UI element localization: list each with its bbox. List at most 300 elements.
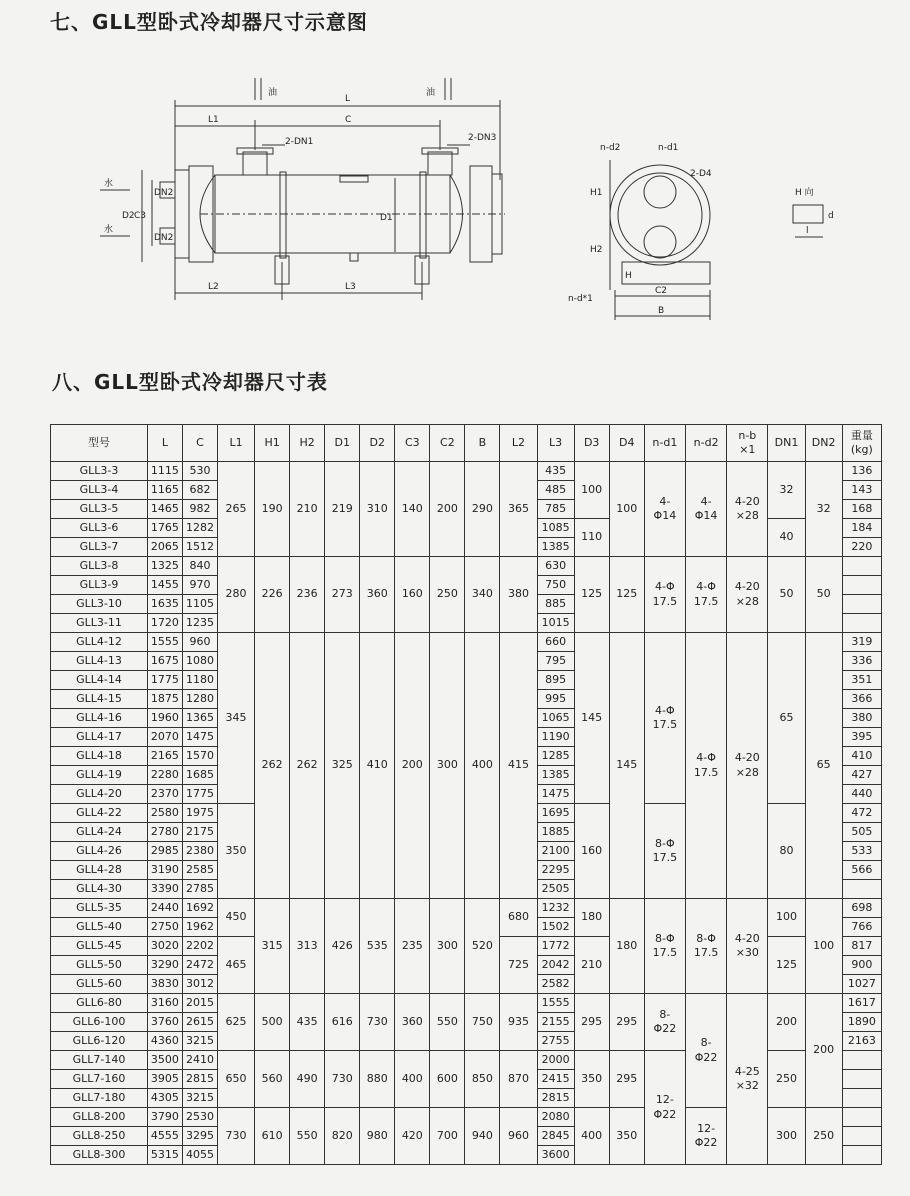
table-cell: 136	[842, 462, 881, 481]
table-cell: 560	[255, 1051, 290, 1108]
table-cell: 2295	[537, 861, 574, 880]
table-cell: 400	[574, 1108, 609, 1165]
column-header: B	[465, 425, 500, 462]
table-cell: 4-20 ×30	[727, 899, 768, 994]
table-cell: 273	[325, 557, 360, 633]
table-cell: 168	[842, 500, 881, 519]
table-row	[51, 462, 882, 481]
table-cell: 2815	[182, 1070, 217, 1089]
table-cell: 351	[842, 671, 881, 690]
table-cell: 660	[537, 633, 574, 652]
table-cell: 236	[290, 557, 325, 633]
table-cell: 1115	[147, 462, 182, 481]
table-cell	[842, 614, 881, 633]
table-cell: 730	[218, 1108, 255, 1165]
table-cell: 2000	[537, 1051, 574, 1070]
table-cell: 1962	[182, 918, 217, 937]
table-cell: 400	[395, 1051, 430, 1108]
table-cell: 336	[842, 652, 881, 671]
dim-2-DN1: 2-DN1	[285, 137, 314, 147]
dim-D1: D1	[380, 213, 393, 223]
table-cell: 4-Φ 17.5	[644, 557, 685, 633]
table-cell: 65	[805, 633, 842, 899]
table-cell: 295	[574, 994, 609, 1051]
table-cell: 200	[430, 462, 465, 557]
dim-2-D4: 2-D4	[690, 169, 712, 179]
table-cell: 1617	[842, 994, 881, 1013]
table-cell: 2280	[147, 766, 182, 785]
table-row	[51, 899, 882, 918]
table-cell: 219	[325, 462, 360, 557]
table-cell: 1975	[182, 804, 217, 823]
dim-L3: L3	[345, 282, 356, 292]
table-cell	[842, 595, 881, 614]
table-cell: 730	[360, 994, 395, 1051]
table-cell: 1635	[147, 595, 182, 614]
table-cell: 4-Φ 17.5	[685, 557, 726, 633]
table-cell: 490	[290, 1051, 325, 1108]
table-cell: 533	[842, 842, 881, 861]
table-cell	[842, 576, 881, 595]
table-cell: 4-20 ×28	[727, 462, 768, 557]
table-cell: 3020	[147, 937, 182, 956]
table-cell: 32	[768, 462, 805, 519]
table-cell: 125	[768, 937, 805, 994]
table-cell: 600	[430, 1051, 465, 1108]
table-cell: 1772	[537, 937, 574, 956]
table-cell: 700	[430, 1108, 465, 1165]
model-cell: GLL4-22	[51, 804, 148, 823]
table-cell: 1325	[147, 557, 182, 576]
table-cell: 2505	[537, 880, 574, 899]
table-cell: 8-Φ 17.5	[644, 899, 685, 994]
table-cell: 200	[768, 994, 805, 1051]
table-cell: 12- Φ22	[685, 1108, 726, 1165]
table-cell: 650	[218, 1051, 255, 1108]
table-cell: 366	[842, 690, 881, 709]
table-cell: 226	[255, 557, 290, 633]
table-cell: 290	[465, 462, 500, 557]
table-cell: 426	[325, 899, 360, 994]
table-cell: 940	[465, 1108, 500, 1165]
table-cell: 262	[290, 633, 325, 899]
table-cell: 125	[609, 557, 644, 633]
table-cell: 4360	[147, 1032, 182, 1051]
column-header: L	[147, 425, 182, 462]
table-cell	[842, 1051, 881, 1070]
water-label-1: 水	[104, 179, 114, 189]
dimension-table	[50, 424, 882, 1165]
table-cell: 2042	[537, 956, 574, 975]
table-cell: 1555	[537, 994, 574, 1013]
h-direction-label: H 向	[795, 188, 814, 198]
table-cell: 505	[842, 823, 881, 842]
model-cell: GLL7-160	[51, 1070, 148, 1089]
table-cell	[842, 1089, 881, 1108]
dim-C2: C2	[655, 286, 668, 296]
table-row	[51, 994, 882, 1013]
table-cell: 885	[537, 595, 574, 614]
dim-B: B	[658, 306, 665, 316]
table-cell: 1775	[182, 785, 217, 804]
table-cell	[842, 1070, 881, 1089]
model-cell: GLL4-15	[51, 690, 148, 709]
column-header: n-b ×1	[727, 425, 768, 462]
table-cell: 160	[574, 804, 609, 899]
table-row	[51, 633, 882, 652]
table-header-row	[51, 425, 882, 462]
table-cell: 1890	[842, 1013, 881, 1032]
table-cell: 1765	[147, 519, 182, 538]
table-cell: 1675	[147, 652, 182, 671]
column-header: 型号	[51, 425, 148, 462]
table-cell: 145	[574, 633, 609, 804]
oil-outlet-nozzle	[428, 152, 452, 175]
table-cell: 795	[537, 652, 574, 671]
table-cell: 1085	[537, 519, 574, 538]
column-header: DN2	[805, 425, 842, 462]
table-cell: 262	[255, 633, 290, 899]
section7-title: 七、GLL型卧式冷却器尺寸示意图	[50, 10, 368, 34]
table-cell: 319	[842, 633, 881, 652]
table-cell: 5315	[147, 1146, 182, 1165]
dim-d: d	[828, 211, 834, 221]
table-cell: 380	[500, 557, 537, 633]
table-cell: 2080	[537, 1108, 574, 1127]
model-cell: GLL4-30	[51, 880, 148, 899]
model-cell: GLL5-60	[51, 975, 148, 994]
table-cell: 265	[218, 462, 255, 557]
table-cell: 750	[537, 576, 574, 595]
table-cell: 300	[430, 633, 465, 899]
table-cell: 210	[290, 462, 325, 557]
table-cell: 2370	[147, 785, 182, 804]
table-cell: 2070	[147, 728, 182, 747]
table-cell: 1065	[537, 709, 574, 728]
table-cell: 725	[500, 937, 537, 994]
table-cell: 220	[842, 538, 881, 557]
model-cell: GLL7-140	[51, 1051, 148, 1070]
table-cell: 1180	[182, 671, 217, 690]
dim-H: H	[625, 271, 632, 281]
table-cell: 1720	[147, 614, 182, 633]
table-cell: 1080	[182, 652, 217, 671]
model-cell: GLL3-10	[51, 595, 148, 614]
dim-DN2-top: DN2	[154, 188, 174, 198]
model-cell: GLL4-28	[51, 861, 148, 880]
h-direction-detail	[793, 205, 823, 223]
table-cell: 4- Φ14	[685, 462, 726, 557]
oil-inlet-nozzle	[243, 152, 267, 175]
table-cell: 3760	[147, 1013, 182, 1032]
table-cell: 1512	[182, 538, 217, 557]
table-cell: 295	[609, 1051, 644, 1108]
table-cell: 3830	[147, 975, 182, 994]
dim-L1: L1	[208, 115, 219, 125]
table-cell: 3160	[147, 994, 182, 1013]
table-cell: 4555	[147, 1127, 182, 1146]
oil-label-1: 油	[268, 88, 278, 98]
table-cell: 3012	[182, 975, 217, 994]
table-cell: 340	[465, 557, 500, 633]
table-cell: 3390	[147, 880, 182, 899]
table-cell: 410	[360, 633, 395, 899]
table-cell: 2380	[182, 842, 217, 861]
table-cell: 300	[768, 1108, 805, 1165]
table-cell: 3500	[147, 1051, 182, 1070]
table-cell: 50	[805, 557, 842, 633]
table-cell: 730	[325, 1051, 360, 1108]
table-cell: 1685	[182, 766, 217, 785]
model-cell: GLL5-40	[51, 918, 148, 937]
model-cell: GLL5-45	[51, 937, 148, 956]
table-cell: 960	[500, 1108, 537, 1165]
table-cell: 820	[325, 1108, 360, 1165]
table-cell: 3215	[182, 1032, 217, 1051]
table-cell: 3215	[182, 1089, 217, 1108]
table-cell: 616	[325, 994, 360, 1051]
model-cell: GLL3-6	[51, 519, 148, 538]
table-cell: 1475	[537, 785, 574, 804]
column-header: 重量 (kg)	[842, 425, 881, 462]
table-cell: 1015	[537, 614, 574, 633]
table-cell: 485	[537, 481, 574, 500]
table-cell	[842, 557, 881, 576]
dim-n-d1: n-d1	[658, 143, 679, 153]
column-header: H1	[255, 425, 290, 462]
table-cell: 1555	[147, 633, 182, 652]
table-cell: 100	[574, 462, 609, 519]
table-cell: 180	[609, 899, 644, 994]
table-cell: 2415	[537, 1070, 574, 1089]
table-cell	[842, 880, 881, 899]
table-cell: 1282	[182, 519, 217, 538]
dim-D2: D2	[122, 211, 135, 221]
table-cell	[842, 1108, 881, 1127]
table-cell: 1875	[147, 690, 182, 709]
table-cell: 395	[842, 728, 881, 747]
dim-C3: C3	[134, 211, 147, 221]
table-cell: 65	[768, 633, 805, 804]
water-label-2: 水	[104, 225, 114, 235]
column-header: L1	[218, 425, 255, 462]
table-cell: 350	[218, 804, 255, 899]
table-cell: 2755	[537, 1032, 574, 1051]
table-row	[51, 557, 882, 576]
table-cell: 520	[465, 899, 500, 994]
model-cell: GLL8-200	[51, 1108, 148, 1127]
table-cell: 300	[430, 899, 465, 994]
table-cell: 2410	[182, 1051, 217, 1070]
table-cell: 3290	[147, 956, 182, 975]
model-cell: GLL3-3	[51, 462, 148, 481]
dim-n-d2: n-d2	[600, 143, 621, 153]
model-cell: GLL4-20	[51, 785, 148, 804]
table-cell: 210	[574, 937, 609, 994]
model-cell: GLL8-300	[51, 1146, 148, 1165]
dim-2-DN3: 2-DN3	[468, 133, 497, 143]
dim-n-d-x1: n-d*1	[568, 294, 593, 304]
model-cell: GLL5-35	[51, 899, 148, 918]
table-cell: 2845	[537, 1127, 574, 1146]
dim-L2: L2	[208, 282, 219, 292]
table-cell: 2580	[147, 804, 182, 823]
table-cell: 465	[218, 937, 255, 994]
table-cell: 1692	[182, 899, 217, 918]
dim-DN2-bottom: DN2	[154, 233, 174, 243]
model-cell: GLL7-180	[51, 1089, 148, 1108]
table-cell: 360	[395, 994, 430, 1051]
table-cell: 535	[360, 899, 395, 994]
table-cell: 698	[842, 899, 881, 918]
table-cell: 110	[574, 519, 609, 557]
dim-l: l	[806, 226, 809, 236]
left-flange	[175, 170, 189, 258]
table-cell: 345	[218, 633, 255, 804]
table-cell: 2582	[537, 975, 574, 994]
table-cell: 313	[290, 899, 325, 994]
table-cell: 295	[609, 994, 644, 1051]
table-cell: 530	[182, 462, 217, 481]
table-cell: 410	[842, 747, 881, 766]
table-cell: 980	[360, 1108, 395, 1165]
table-cell: 200	[805, 994, 842, 1108]
table-cell: 1570	[182, 747, 217, 766]
table-cell: 1502	[537, 918, 574, 937]
table-cell: 50	[768, 557, 805, 633]
table-cell: 2472	[182, 956, 217, 975]
model-cell: GLL4-14	[51, 671, 148, 690]
table-cell: 870	[500, 1051, 537, 1108]
model-cell: GLL3-4	[51, 481, 148, 500]
table-cell: 400	[465, 633, 500, 899]
table-cell: 180	[574, 899, 609, 937]
column-header: n-d2	[685, 425, 726, 462]
model-cell: GLL4-13	[51, 652, 148, 671]
column-header: C3	[395, 425, 430, 462]
table-cell	[842, 1146, 881, 1165]
table-cell: 325	[325, 633, 360, 899]
table-cell: 32	[805, 462, 842, 557]
table-cell: 380	[842, 709, 881, 728]
model-cell: GLL4-18	[51, 747, 148, 766]
table-cell: 100	[609, 462, 644, 557]
table-cell: 1465	[147, 500, 182, 519]
table-cell: 160	[395, 557, 430, 633]
table-cell: 3295	[182, 1127, 217, 1146]
table-cell: 880	[360, 1051, 395, 1108]
table-cell: 2015	[182, 994, 217, 1013]
table-cell: 1027	[842, 975, 881, 994]
table-cell: 450	[218, 899, 255, 937]
table-cell: 625	[218, 994, 255, 1051]
table-cell: 785	[537, 500, 574, 519]
table-cell: 2615	[182, 1013, 217, 1032]
end-view-flange	[610, 165, 710, 265]
model-cell: GLL3-8	[51, 557, 148, 576]
table-cell: 250	[430, 557, 465, 633]
column-header: D4	[609, 425, 644, 462]
model-cell: GLL4-16	[51, 709, 148, 728]
table-cell: 1105	[182, 595, 217, 614]
table-cell: 2530	[182, 1108, 217, 1127]
table-cell: 2100	[537, 842, 574, 861]
table-cell: 3790	[147, 1108, 182, 1127]
table-cell: 995	[537, 690, 574, 709]
table-cell: 310	[360, 462, 395, 557]
column-header: H2	[290, 425, 325, 462]
table-cell: 2815	[537, 1089, 574, 1108]
table-cell: 935	[500, 994, 537, 1051]
table-cell: 100	[768, 899, 805, 937]
table-cell: 1960	[147, 709, 182, 728]
model-cell: GLL5-50	[51, 956, 148, 975]
table-cell: 1775	[147, 671, 182, 690]
dim-H1: H1	[590, 188, 603, 198]
table-cell: 360	[360, 557, 395, 633]
table-cell: 80	[768, 804, 805, 899]
model-cell: GLL4-12	[51, 633, 148, 652]
table-cell: 900	[842, 956, 881, 975]
table-cell: 3905	[147, 1070, 182, 1089]
table-cell: 350	[609, 1108, 644, 1165]
table-cell: 766	[842, 918, 881, 937]
table-cell: 2155	[537, 1013, 574, 1032]
model-cell: GLL6-80	[51, 994, 148, 1013]
table-cell: 1385	[537, 766, 574, 785]
column-header: DN1	[768, 425, 805, 462]
table-cell: 2165	[147, 747, 182, 766]
table-cell: 550	[430, 994, 465, 1051]
table-cell: 680	[500, 899, 537, 937]
model-cell: GLL3-9	[51, 576, 148, 595]
table-cell: 1165	[147, 481, 182, 500]
table-cell: 750	[465, 994, 500, 1051]
table-cell: 8- Φ22	[644, 994, 685, 1051]
table-cell: 2780	[147, 823, 182, 842]
table-cell: 235	[395, 899, 430, 994]
table-cell: 250	[805, 1108, 842, 1165]
table-cell: 2163	[842, 1032, 881, 1051]
table-cell: 280	[218, 557, 255, 633]
model-cell: GLL3-7	[51, 538, 148, 557]
table-cell: 415	[500, 633, 537, 899]
table-cell: 250	[768, 1051, 805, 1108]
model-cell: GLL4-24	[51, 823, 148, 842]
model-cell: GLL4-26	[51, 842, 148, 861]
table-cell: 970	[182, 576, 217, 595]
table-cell: 840	[182, 557, 217, 576]
model-cell: GLL3-5	[51, 500, 148, 519]
table-cell: 145	[609, 633, 644, 899]
table-cell: 1280	[182, 690, 217, 709]
section8-title: 八、GLL型卧式冷却器尺寸表	[52, 370, 328, 394]
table-cell: 40	[768, 519, 805, 557]
dim-L: L	[345, 94, 351, 104]
table-cell: 1475	[182, 728, 217, 747]
column-header: D2	[360, 425, 395, 462]
table-cell: 4- Φ14	[644, 462, 685, 557]
table-cell: 1885	[537, 823, 574, 842]
table-cell: 4-25 ×32	[727, 994, 768, 1165]
table-cell: 982	[182, 500, 217, 519]
table-cell: 3190	[147, 861, 182, 880]
table-cell: 315	[255, 899, 290, 994]
model-cell: GLL6-100	[51, 1013, 148, 1032]
oil-label-2: 油	[426, 88, 436, 98]
column-header: C2	[430, 425, 465, 462]
table-cell: 140	[395, 462, 430, 557]
